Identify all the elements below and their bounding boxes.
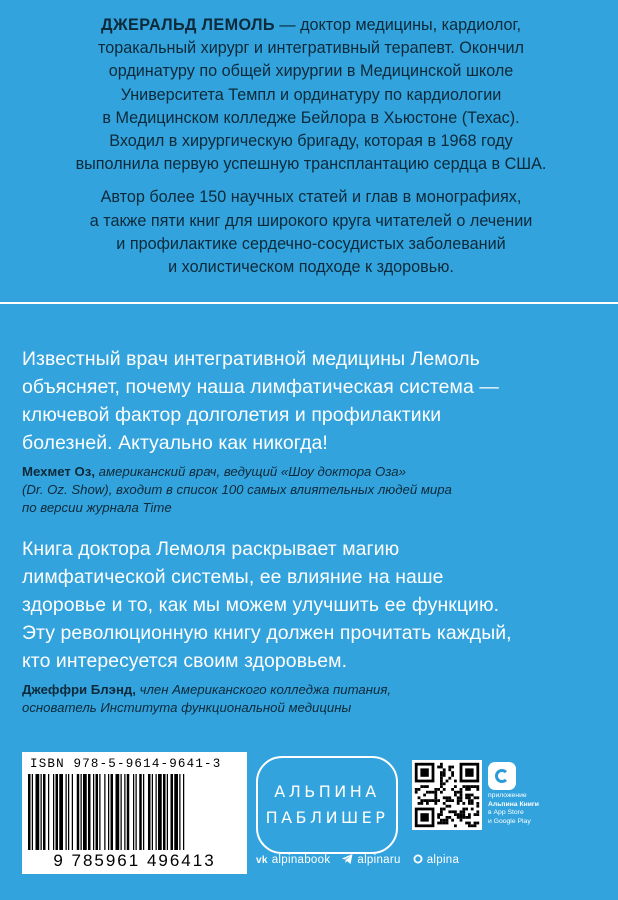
qr-code [412,760,482,830]
barcode-bar [111,774,114,850]
barcode-bar [81,774,82,850]
barcode-bar [174,774,178,850]
quote-oz [22,345,600,517]
barcode-bar [68,774,69,850]
barcode-bar [36,774,40,850]
bio-paragraph-1: ДЖЕРАЛЬД ЛЕМОЛЬ — доктор медицины, кардиолог, торакальный хирург и интегративный терапевт. Окончил ординатуру по общей хирургии в Медицинской школе Университета Темпл и ординатуру по кардиологии в Медицинском колледже Бейлора в Хьюстоне (Техас). Входил в хирургическую бригаду, которая в 1968 году выполнила первую успешную трансплантацию сердца в США. [75,16,547,174]
quote-attribution: Джеффри Блэнд, член Американского колледжа питания, основатель Института функциональной медицины [22,682,392,715]
barcode-bar [171,774,174,850]
barcode-bar [83,774,87,850]
social-telegram[interactable]: alpinaru [342,854,400,867]
barcode-bar [93,774,94,850]
barcode-bar [99,774,100,850]
barcode-bar [143,774,144,850]
isbn-text: ISBN 978-5-9614-9641-3 [30,757,222,771]
social-web[interactable]: alpina [413,854,460,867]
barcode-bar [136,774,137,850]
social-vk[interactable]: vk alpinabook [256,854,331,866]
barcode-bar [121,774,122,850]
author-bio [16,14,606,279]
barcode-bar [116,774,120,850]
barcode-bar [148,774,151,850]
barcode-bar [158,774,162,850]
publisher-logo-line-2: ПАБЛИШЕР [265,808,389,827]
barcode-bar [127,774,130,850]
barcode-bar [72,774,73,850]
barcode-bar [48,774,49,850]
barcode-bar [53,774,54,850]
quote-text: Известный врач интегративной медицины Лемоль объясняет, почему наша лимфатическая система — ключевой фактор долголетия и профилактики болезней. Актуально как никогда! [22,348,499,454]
barcode-bar [56,774,59,850]
telegram-icon [342,854,353,867]
barcode-bar [133,774,134,850]
barcode-bar [163,774,166,850]
alpina-logo-icon [413,854,423,867]
barcode-bar [77,774,80,850]
barcode-bar [32,774,33,850]
quote-text: Книга доктора Лемоля раскрывает магию лимфатической системы, ее влияние на наше здоровье и то, как мы можем улучшить ее функцию. Эту революционную книгу должен прочитать каждый, кто интересуется своим здоровьем. [22,538,512,672]
author-name: ДЖЕРАЛЬД ЛЕМОЛЬ [101,16,275,34]
app-icon [488,762,516,790]
barcode-bar [152,774,153,850]
bio-paragraph-2: Автор более 150 научных статей и глав в монографиях, а также пяти книг для широкого круга читателей о лечении и профилактике сердечно-сосудистых заболеваний и холистическом подходе к здоровью. [89,188,533,277]
quote-attribution: Мехмет Оз, американский врач, ведущий «Шоу доктора Оза» (Dr. Oz. Show), входит в список 100 самых влиятельных людей мира по версии журнала Time [22,464,452,515]
barcode-bars [28,774,241,850]
publisher-logo [256,756,398,854]
barcode-bar [156,774,157,850]
barcode-bar [59,774,63,850]
social-links [256,850,600,870]
barcode-bar [66,774,67,850]
section-divider [0,302,618,304]
barcode-bar [167,774,168,850]
barcode-bar [41,774,42,850]
vk-icon: vk [256,854,268,866]
barcode-bar [104,774,105,850]
app-promo: приложение Альпина Книги в App Store и Google Play [488,792,539,825]
barcode-number: 9 785961 496413 [53,851,216,870]
publisher-logo-line-1: АЛЬПИНА [274,782,380,801]
barcode-bar [124,774,125,850]
barcode-bar [43,774,46,850]
quote-bland [22,535,600,717]
barcode-bar [88,774,91,850]
barcode-bar [179,774,180,850]
bottom-band [22,742,600,880]
barcode-bar [108,774,109,850]
barcode-bar [139,774,142,850]
barcode [22,752,247,874]
barcode-bar [96,774,99,850]
barcode-bar [183,774,184,850]
barcode-bar [28,774,31,850]
